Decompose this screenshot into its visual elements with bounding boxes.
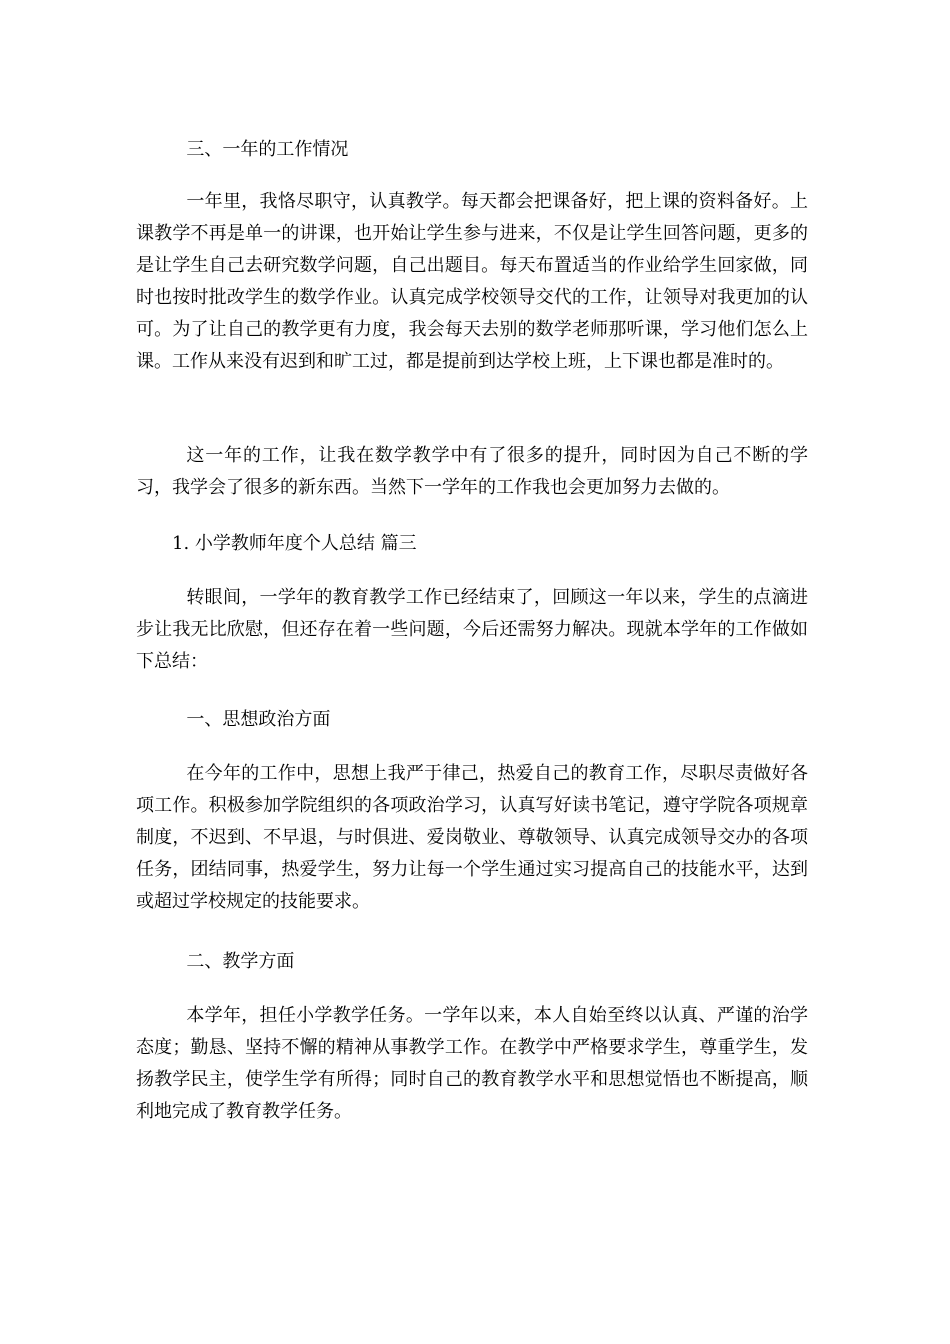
paragraph-intro: 转眼间，一学年的教育教学工作已经结束了，回顾这一年以来，学生的点滴进步让我无比欣慰，但还存在着一些问题，今后还需努力解决。现就本学年的工作做如下总结： <box>136 587 808 672</box>
paragraph-year-work: 一年里，我恪尽职守，认真教学。每天都会把课备好，把上课的资料备好。上课教学不再是单一的讲课，也开始让学生参与进来，不仅是让学生回答问题，更多的是让学生自己去研究数学问题，自己出题目。每天布置适当的作业给学生回家做，同时也按时批改学生的数学作业。认真完成学校领导交代的工作，让领导对我更加的认可。为了让自己的教学更有力度，我会每天去别的数学老师那听课，学习他们怎么上课。工作从来没有迟到和旷工过，都是提前到达学校上班，上下课也都是准时的。 <box>136 191 808 372</box>
paragraph-political-thought: 在今年的工作中，思想上我严于律己，热爱自己的教育工作，尽职尽责做好各项工作。积极参加学院组织的各项政治学习，认真写好读书笔记，遵守学院各项规章制度，不迟到、不早退，与时俱进、爱岗敬业、尊敬领导、认真完成领导交办的各项任务，团结同事，热爱学生，努力让每一个学生通过实习提高自己的技能水平，达到或超过学校规定的技能要求。 <box>136 763 808 912</box>
paragraph-year-summary: 这一年的工作，让我在数学教学中有了很多的提升，同时因为自己不断的学习，我学会了很多的新东西。当然下一学年的工作我也会更加努力去做的。 <box>136 445 808 498</box>
heading-teaching: 二、教学方面 <box>186 951 295 972</box>
heading-political-thought: 一、思想政治方面 <box>186 709 331 730</box>
heading-work-situation: 三、一年的工作情况 <box>186 139 349 160</box>
paragraph-teaching: 本学年，担任小学教学任务。一学年以来，本人自始至终以认真、严谨的治学态度；勤恳、坚持不懈的精神从事教学工作。在教学中严格要求学生，尊重学生，发扬教学民主，使学生学有所得；同时自己的教育教学水平和思想觉悟也不断提高，顺利地完成了教育教学任务。 <box>136 1005 808 1122</box>
section-title-part-three: 1. 小学教师年度个人总结 篇三 <box>172 533 417 554</box>
